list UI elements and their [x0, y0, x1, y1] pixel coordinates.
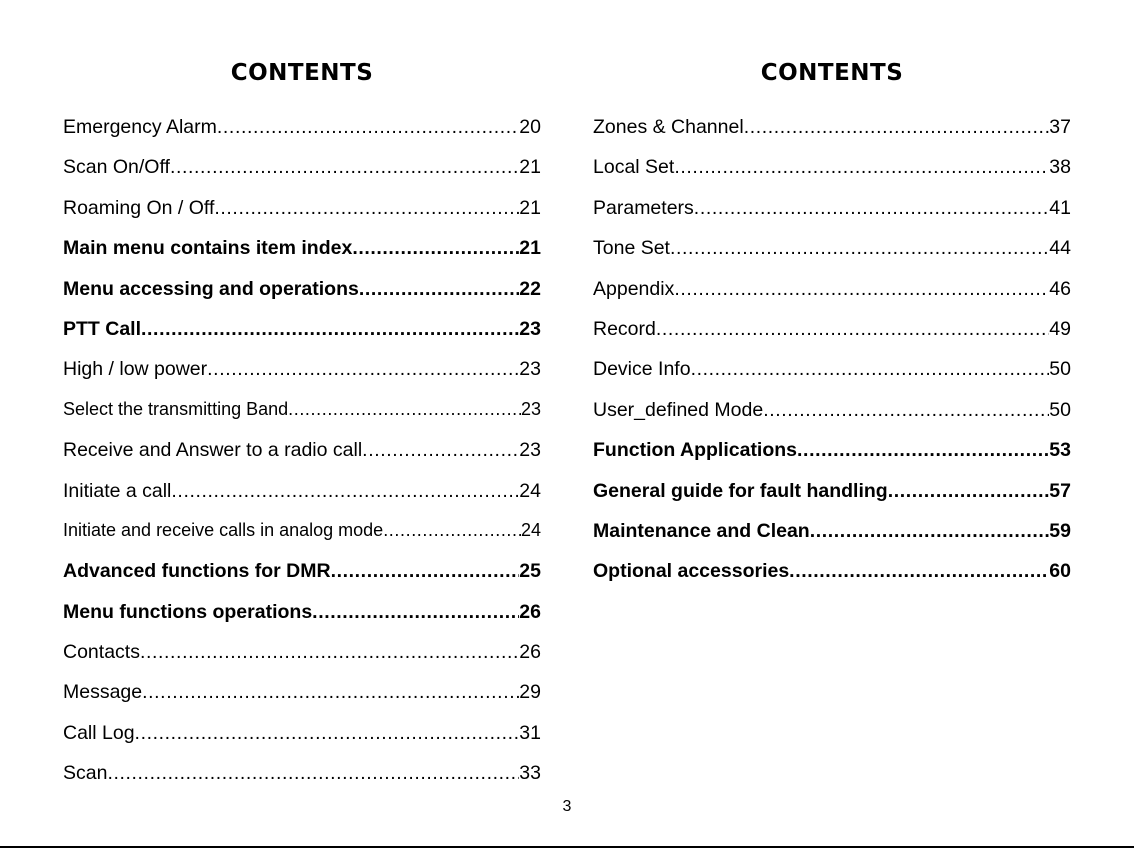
toc-entry-page: 23 — [520, 398, 541, 419]
toc-entry[interactable] — [63, 116, 541, 156]
toc-entry-page: 33 — [519, 762, 541, 785]
toc-list-right — [593, 116, 1071, 601]
toc-entry-page: 25 — [519, 560, 541, 583]
toc-entry[interactable] — [63, 399, 541, 439]
bottom-rule — [0, 846, 1134, 848]
toc-entry-title: Message — [63, 681, 143, 704]
dot-leader — [694, 197, 1050, 220]
dot-leader — [359, 278, 519, 301]
toc-entry-title: Menu accessing and operations — [63, 277, 359, 300]
toc-entry-page: 50 — [1049, 358, 1071, 381]
dot-leader — [674, 156, 1049, 179]
toc-entry-title: Parameters — [593, 196, 694, 219]
dot-leader — [656, 318, 1049, 341]
toc-entry[interactable] — [63, 601, 541, 641]
dot-leader — [288, 399, 521, 420]
contents-heading-right: CONTENTS — [760, 60, 904, 86]
dot-leader — [135, 722, 520, 745]
dot-leader — [810, 520, 1050, 543]
toc-entry[interactable] — [593, 399, 1071, 439]
toc-entry-page: 21 — [519, 156, 541, 179]
dot-leader — [383, 520, 521, 541]
dot-leader — [141, 318, 519, 341]
toc-list-left — [63, 116, 541, 803]
dot-leader — [142, 681, 519, 704]
toc-entry-page: 20 — [519, 116, 541, 138]
toc-entry[interactable] — [593, 197, 1071, 237]
toc-entry-page: 22 — [519, 277, 541, 300]
toc-entry-page: 46 — [1049, 277, 1071, 300]
toc-entry[interactable] — [63, 762, 541, 802]
dot-leader — [691, 358, 1050, 381]
toc-entry-title: Contacts — [63, 641, 140, 664]
toc-entry-page: 57 — [1049, 479, 1071, 502]
dot-leader — [670, 237, 1049, 260]
toc-entry[interactable] — [593, 520, 1071, 560]
toc-entry-title: Select the transmitting Band — [63, 398, 289, 419]
toc-entry-title: Function Applications — [593, 439, 798, 462]
toc-entry-page: 60 — [1049, 560, 1071, 583]
toc-entry-title: Emergency Alarm — [63, 116, 217, 138]
toc-entry-title: Scan — [63, 762, 108, 785]
dot-leader — [888, 480, 1050, 503]
dot-leader — [362, 439, 519, 462]
toc-entry-title: Call Log — [63, 721, 135, 744]
dot-leader — [331, 560, 520, 583]
toc-entry[interactable] — [63, 641, 541, 681]
toc-entry-page: 38 — [1049, 156, 1071, 179]
toc-entry[interactable] — [593, 358, 1071, 398]
toc-entry[interactable] — [63, 560, 541, 600]
toc-entry[interactable] — [63, 278, 541, 318]
toc-entry-page: 50 — [1049, 398, 1071, 421]
toc-entry-page: 29 — [519, 681, 541, 704]
toc-entry[interactable] — [63, 480, 541, 520]
toc-entry[interactable] — [63, 520, 541, 560]
toc-entry-page: 26 — [519, 600, 541, 623]
toc-entry-page: 49 — [1049, 317, 1071, 340]
toc-entry[interactable] — [63, 237, 541, 277]
dot-leader — [312, 601, 519, 624]
toc-entry-title: Device Info — [593, 358, 691, 381]
toc-entry-title: General guide for fault handling — [593, 479, 888, 502]
toc-entry[interactable] — [593, 439, 1071, 479]
toc-entry[interactable] — [593, 278, 1071, 318]
toc-entry-page: 53 — [1049, 439, 1071, 462]
toc-entry-page: 23 — [519, 358, 541, 381]
right-contents-column — [593, 58, 1071, 601]
toc-entry[interactable] — [63, 318, 541, 358]
toc-entry[interactable] — [593, 480, 1071, 520]
toc-entry-title: PTT Call — [63, 317, 142, 340]
toc-entry[interactable] — [593, 318, 1071, 358]
toc-entry-page: 21 — [519, 196, 541, 219]
page-number: 3 — [562, 798, 572, 815]
toc-entry-title: Initiate and receive calls in analog mode — [63, 519, 384, 540]
dot-leader — [140, 641, 519, 664]
toc-entry-title: Menu functions operations — [63, 600, 313, 623]
dot-leader — [207, 358, 519, 381]
toc-entry-page: 24 — [520, 519, 541, 540]
toc-entry-page: 31 — [519, 721, 541, 744]
toc-entry-title: Receive and Answer to a radio call — [63, 439, 363, 462]
toc-entry-title: High / low power — [63, 358, 208, 381]
toc-entry[interactable] — [593, 156, 1071, 196]
dot-leader — [171, 480, 519, 503]
toc-entry-title: Advanced functions for DMR — [63, 560, 331, 583]
dot-leader — [744, 116, 1050, 139]
contents-heading-left: CONTENTS — [230, 60, 374, 86]
toc-entry-page: 23 — [519, 439, 541, 462]
toc-entry-title: Record — [593, 317, 656, 340]
toc-entry-page: 26 — [519, 641, 541, 664]
toc-entry-title: Main menu contains item index — [63, 237, 353, 260]
toc-entry-title: User_defined Mode — [593, 398, 764, 421]
dot-leader — [789, 560, 1049, 583]
toc-entry[interactable] — [593, 560, 1071, 600]
toc-entry-page: 44 — [1049, 237, 1071, 260]
dot-leader — [674, 278, 1049, 301]
left-contents-column — [63, 58, 541, 803]
dot-leader — [352, 237, 519, 260]
toc-entry-title: Maintenance and Clean — [593, 519, 810, 542]
dot-leader — [217, 116, 519, 139]
toc-entry-page: 59 — [1049, 519, 1071, 542]
toc-entry[interactable] — [593, 116, 1071, 156]
toc-entry-title: Zones & Channel — [593, 116, 744, 138]
toc-entry-page: 21 — [519, 237, 541, 260]
toc-entry-title: Roaming On / Off — [63, 196, 215, 219]
toc-entry-page: 41 — [1049, 196, 1071, 219]
toc-entry-title: Tone Set — [593, 237, 670, 260]
toc-entry-page: 37 — [1049, 116, 1071, 138]
toc-entry-title: Initiate a call — [63, 479, 172, 502]
toc-entry[interactable] — [63, 197, 541, 237]
toc-entry[interactable] — [63, 358, 541, 398]
toc-entry-title: Scan On/Off — [63, 156, 170, 179]
dot-leader — [170, 156, 519, 179]
toc-entry[interactable] — [63, 156, 541, 196]
dot-leader — [763, 399, 1049, 422]
toc-entry-title: Optional accessories — [593, 560, 790, 583]
toc-entry-title: Appendix — [593, 277, 675, 300]
toc-entry[interactable] — [593, 237, 1071, 277]
toc-entry-page: 23 — [519, 317, 541, 340]
toc-entry[interactable] — [63, 722, 541, 762]
dot-leader — [214, 197, 519, 220]
toc-entry[interactable] — [63, 681, 541, 721]
dot-leader — [107, 762, 519, 785]
toc-entry-page: 24 — [519, 479, 541, 502]
dot-leader — [797, 439, 1049, 462]
toc-entry-title: Local Set — [593, 156, 675, 179]
toc-entry[interactable] — [63, 439, 541, 479]
